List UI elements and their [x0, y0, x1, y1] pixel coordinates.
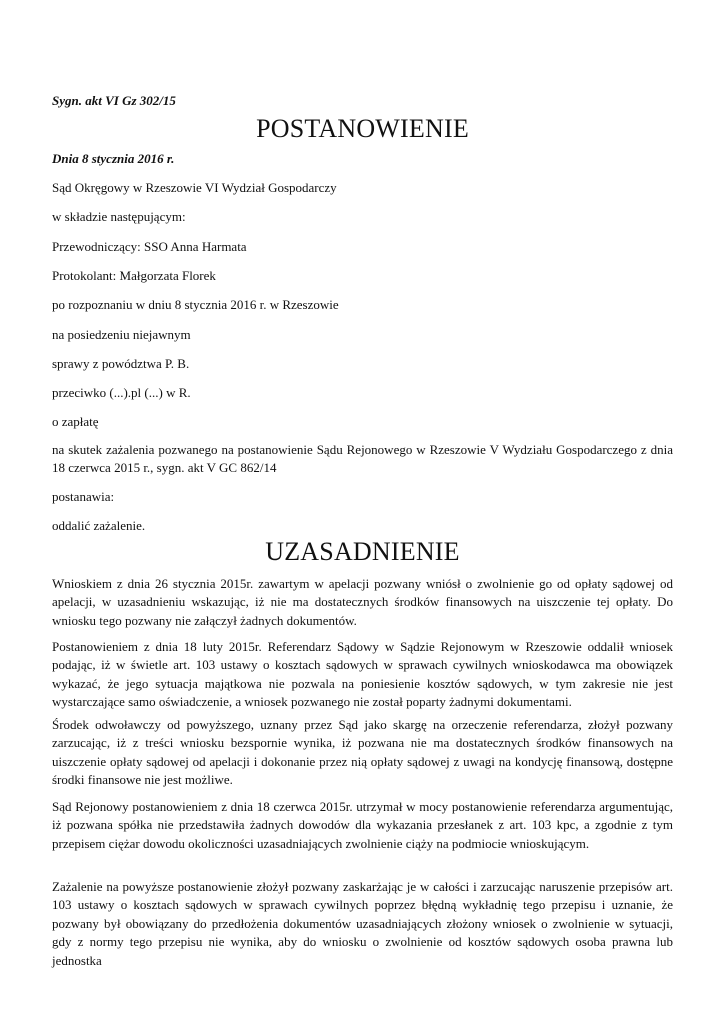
justification-paragraph-2: Postanowieniem z dnia 18 luty 2015r. Referendarz Sądowy w Sądzie Rejonowym w Rzeszowie oddalił wniosek podając, iż w świetle art. 103 ustawy o kosztach sądowych w sprawach cywilnych wnioskodawca ma obowiązek wykazać, że jego sytuacja majątkowa nie pozwala na poniesienie kosztów sądowych, w tym zakresie nie jest wystarczające samo oświadczenie, a wniosek pozwanego nie został poparty żadnymi dokumentami. [52, 639, 673, 710]
case-number: Sygn. akt VI Gz 302/15 [52, 93, 176, 108]
document-title: POSTANOWIENIE [256, 114, 469, 143]
against-line: przeciwko (...).pl (...) w R. [52, 385, 191, 400]
presiding-judge: Przewodniczący: SSO Anna Harmata [52, 239, 247, 254]
document-date: Dnia 8 stycznia 2016 r. [52, 151, 175, 166]
justification-paragraph-4: Sąd Rejonowy postanowieniem z dnia 18 czerwca 2015r. utrzymał w mocy postanowienie referendarza argumentując, iż pozwana spółka nie przedstawiła żadnych dowodów dla wykazania przesłanek z art. 103 kpc, a zgodnie z tym przepisem ciężar dowodu okoliczności uzasadniających zwolnienie ciąży na podmiocie wnioskującym. [52, 799, 673, 851]
decides-line: postanawia: [52, 489, 115, 504]
justification-paragraph-5: Zażalenie na powyższe postanowienie złożył pozwany zaskarżając je w całości i zarzucając naruszenie przepisów art. 103 ustawy o kosztach sądowych w sprawach cywilnych poprzez błędną wykładnię tego przepisu i uznanie, że pozwany był obowiązany do przedłożenia dokumentów uzasadniających złożony wniosek o zwolnienie w sytuacji, gdy z normy tego przepisu nie wynika, aby do wniosku o zwolnienie od kosztów sądowych osoba prawna lub jednostka [52, 879, 673, 968]
justification-title: UZASADNIENIE [265, 537, 460, 566]
ruling-line: oddalić zażalenie. [52, 518, 146, 533]
court-name: Sąd Okręgowy w Rzeszowie VI Wydział Gospodarczy [52, 180, 337, 195]
session-line: na posiedzeniu niejawnym [52, 327, 191, 342]
subject-line: o zapłatę [52, 414, 99, 429]
hearing-line: po rozpoznaniu w dniu 8 stycznia 2016 r. w Rzeszowie [52, 297, 339, 312]
composition-line: w składzie następującym: [52, 209, 186, 224]
case-of-line: sprawy z powództwa P. B. [52, 356, 190, 371]
justification-paragraph-1: Wnioskiem z dnia 26 stycznia 2015r. zawartym w apelacji pozwany wniósł o zwolnienie go od opłaty sądowej od apelacji, w uzasadnieniu wskazując, iż nie ma dostatecznych środków finansowych na uiszczenie tej opłaty. Do wniosku tego pozwany nie załączył żadnych dokumentów. [52, 576, 673, 628]
clerk-line: Protokolant: Małgorzata Florek [52, 268, 216, 283]
justification-paragraph-3: Środek odwoławczy od powyższego, uznany przez Sąd jako skargę na orzeczenie referendarza, złożył pozwany zarzucając, iż z treści wniosku bezspornie wynika, iż pozwana nie ma dostatecznych środków finansowych na uiszczenie opłaty sądowej od apelacji i dokonanie przez nią opłaty sądowej z uwagi na kondycję finansową, dostępne środki finansowe nie jest możliwe. [52, 717, 673, 788]
appeal-paragraph: na skutek zażalenia pozwanego na postanowienie Sądu Rejonowego w Rzeszowie V Wydziału Gospodarczego z dnia 18 czerwca 2015 r., sygn. akt V GC 862/14 [52, 442, 673, 476]
